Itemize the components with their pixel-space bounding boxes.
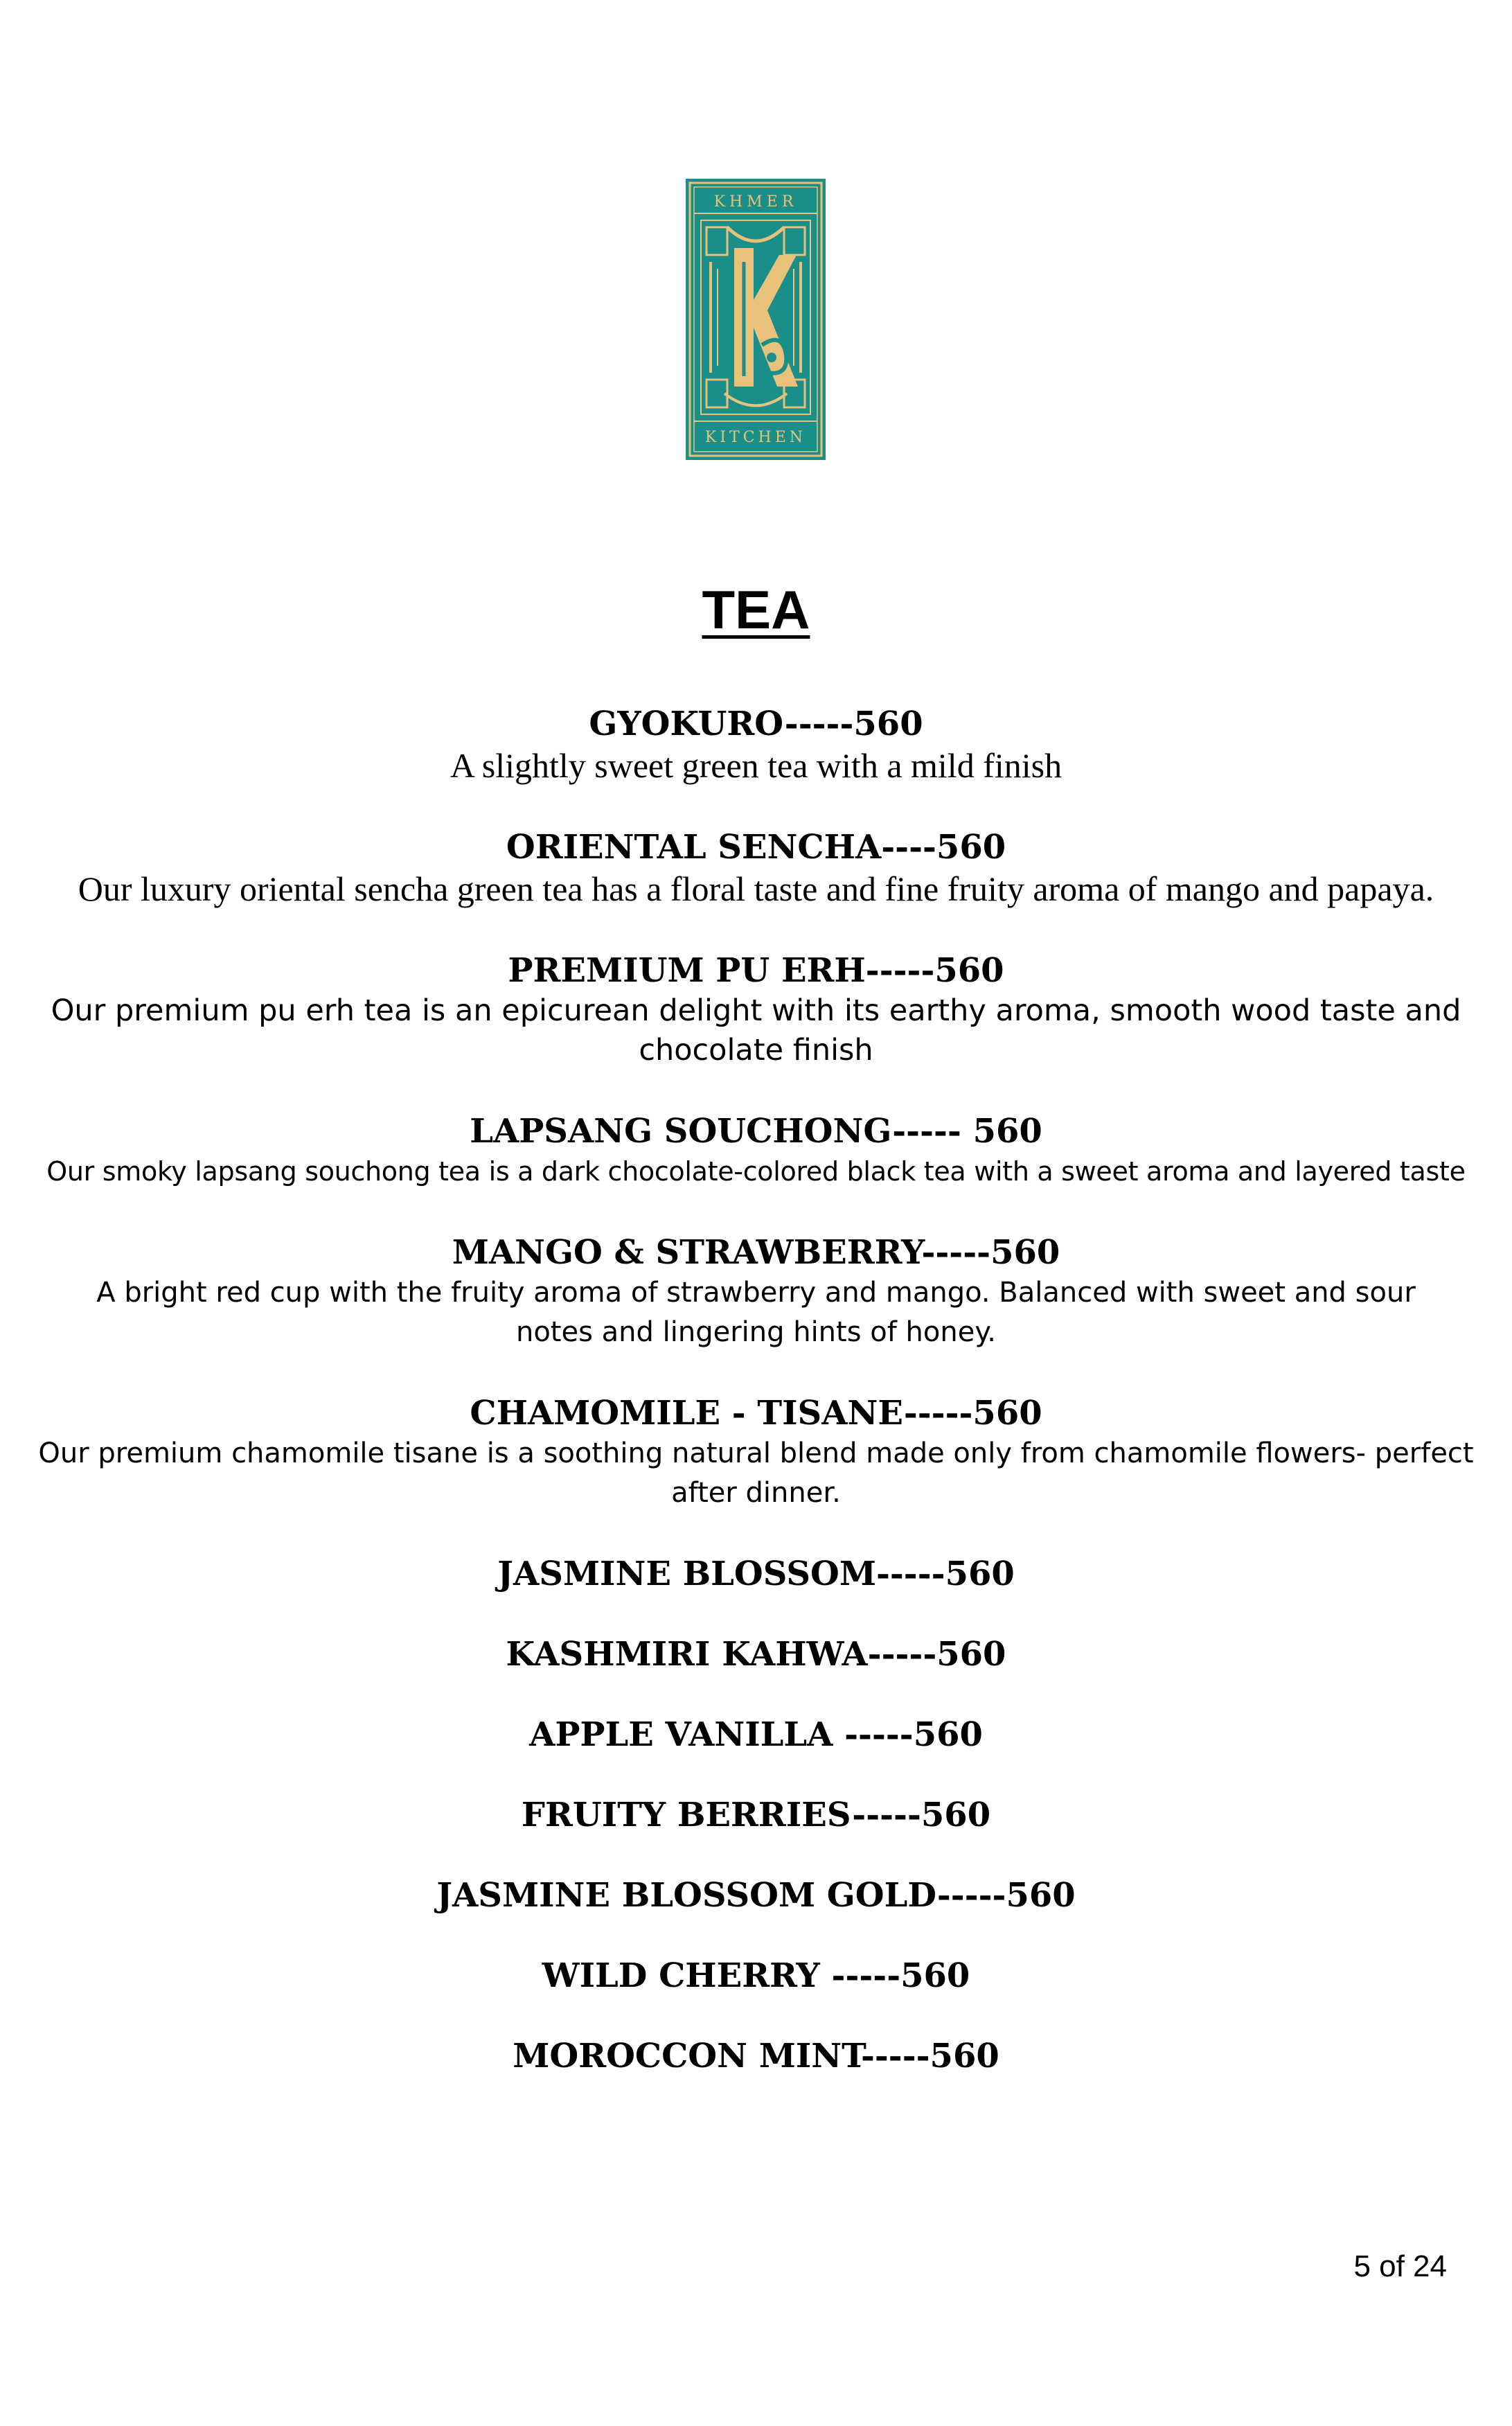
item-name: WILD CHERRY -----560 (542, 1956, 970, 1995)
page-number: 5 of 24 (1353, 2249, 1447, 2283)
menu-item-wild-cherry (33, 1955, 1479, 1996)
item-description: Our luxury oriental sencha green tea has a floral taste and fine fruity aroma of mango and papaya. (78, 869, 1434, 908)
menu-item-kashmiri-kahwa (33, 1633, 1479, 1675)
menu-item-mango-strawberry (33, 1232, 1479, 1352)
menu-item-jasmine-blossom-gold (33, 1875, 1479, 1916)
item-name: LAPSANG SOUCHONG----- 560 (470, 1112, 1042, 1151)
item-name: CHAMOMILE - TISANE-----560 (470, 1394, 1042, 1433)
menu-item-premium-pu-erh (33, 950, 1479, 1070)
menu-item-apple-vanilla (33, 1714, 1479, 1755)
tea-menu-list (33, 703, 1479, 2077)
svg-text:KHMER: KHMER (713, 193, 798, 211)
item-name: APPLE VANILLA -----560 (529, 1715, 983, 1754)
item-name: PREMIUM PU ERH-----560 (508, 951, 1004, 990)
menu-item-lapsang-souchong (33, 1110, 1479, 1192)
item-name: JASMINE BLOSSOM-----560 (497, 1555, 1015, 1593)
item-description: A bright red cup with the fruity aroma of strawberry and mango. Balanced with sweet and sour notes and lingering hints of honey. (96, 1277, 1416, 1348)
item-name: JASMINE BLOSSOM GOLD-----560 (436, 1876, 1076, 1915)
item-description: A slightly sweet green tea with a mild finish (450, 746, 1062, 785)
svg-text:KITCHEN: KITCHEN (704, 429, 807, 446)
item-description: Our premium pu erh tea is an epicurean delight with its earthy aroma, smooth wood taste and chocolate finish (51, 993, 1461, 1068)
item-name: MOROCCON MINT-----560 (513, 2037, 999, 2075)
item-name: KASHMIRI KAHWA-----560 (506, 1635, 1006, 1674)
menu-item-fruity-berries (33, 1794, 1479, 1836)
item-name: FRUITY BERRIES-----560 (521, 1796, 991, 1834)
item-description: Our premium chamomile tisane is a soothing natural blend made only from chamomile flowers- perfect after dinner. (38, 1437, 1474, 1509)
menu-item-gyokuro (33, 703, 1479, 786)
menu-item-moroccon-mint (33, 2035, 1479, 2077)
item-name: MANGO & STRAWBERRY-----560 (452, 1233, 1060, 1272)
item-description: Our smoky lapsang souchong tea is a dark chocolate-colored black tea with a sweet aroma and layered taste (46, 1156, 1466, 1187)
khmer-kitchen-logo (686, 179, 826, 460)
item-name: GYOKURO-----560 (589, 705, 923, 743)
menu-item-jasmine-blossom (33, 1553, 1479, 1595)
menu-item-chamomile-tisane (33, 1392, 1479, 1513)
section-title: TEA (702, 579, 810, 640)
item-name: ORIENTAL SENCHA----560 (506, 828, 1006, 867)
menu-item-oriental-sencha (33, 826, 1479, 910)
